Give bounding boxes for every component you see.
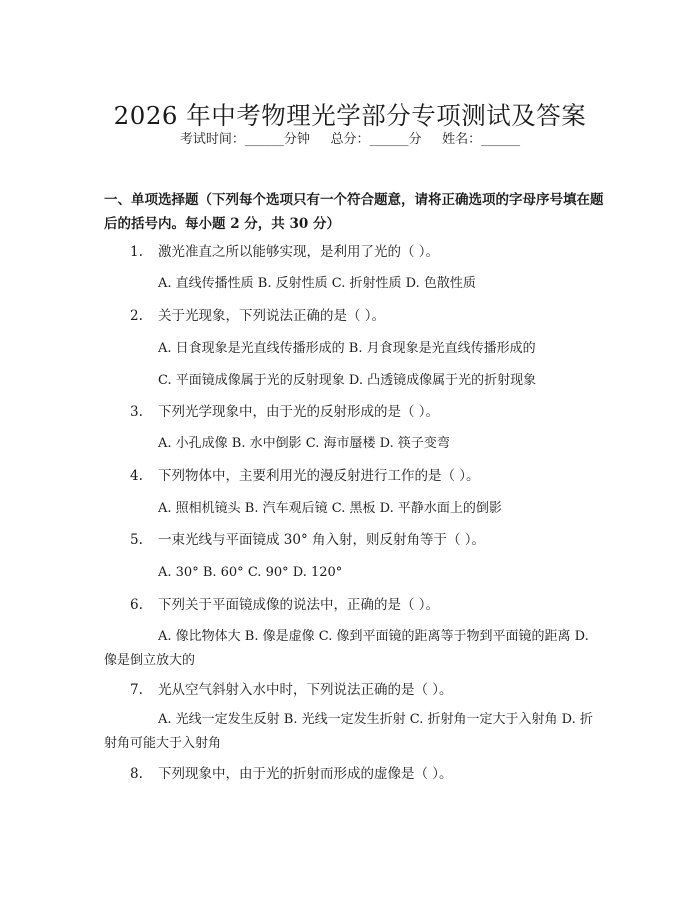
- question-7-options: A. 光线一定发生反射 B. 光线一定发生折射 C. 折射角一定大于入射角 D. 折射角可能大于入射角: [104, 712, 593, 751]
- question-stem: 关于光现象，下列说法正确的是（ ）。: [158, 308, 386, 324]
- question-stem: 光从空气斜射入水中时，下列说法正确的是（ ）。: [158, 682, 453, 698]
- question-6: [104, 593, 604, 617]
- question-stem: 下列现象中，由于光的折射而形成的虚像是（ ）。: [158, 766, 453, 782]
- question-stem: 下列关于平面镜成像的说法中，正确的是（ ）。: [158, 597, 440, 613]
- question-6-options: A. 像比物体大 B. 像是虚像 C. 像到平面镜的距离等于物到平面镜的距离 D. 像是倒立放大的: [104, 629, 589, 668]
- question-1-options: A. 直线传播性质 B. 反射性质 C. 折射性质 D. 色散性质: [158, 276, 476, 291]
- question-5-options: A. 30° B. 60° C. 90° D. 120°: [158, 565, 343, 580]
- question-2-options-line-2: C. 平面镜成像属于光的反射现象 D. 凸透镜成像属于光的折射现象: [158, 373, 537, 388]
- question-number: 5.: [130, 532, 143, 548]
- question-number: 8.: [130, 766, 143, 782]
- question-1: [104, 240, 604, 264]
- question-7: [104, 678, 604, 702]
- question-number: 2.: [130, 308, 143, 324]
- question-5: [104, 528, 604, 552]
- question-number: 7.: [130, 682, 143, 698]
- question-4-options: A. 照相机镜头 B. 汽车观后镜 C. 黑板 D. 平静水面上的倒影: [158, 501, 502, 516]
- document-title: 2026 年中考物理光学部分专项测试及答案: [113, 101, 587, 131]
- question-4: [104, 464, 604, 488]
- section-heading: 一、单项选择题（下列每个选项只有一个符合题意，请将正确选项的字母序号填在题后的括号内。每小题 2 分，共 30 分）: [104, 192, 604, 232]
- question-stem: 下列物体中，主要利用光的漫反射进行工作的是（ ）。: [158, 468, 480, 484]
- question-number: 4.: [130, 468, 143, 484]
- question-3: [104, 400, 604, 424]
- question-number: 6.: [130, 597, 143, 613]
- question-2-options-line-1: A. 日食现象是光直线传播形成的 B. 月食现象是光直线传播形成的: [158, 341, 536, 356]
- question-2: [104, 304, 604, 328]
- question-number: 1.: [130, 244, 143, 260]
- question-8: [104, 762, 604, 786]
- question-3-options: A. 小孔成像 B. 水中倒影 C. 海市蜃楼 D. 筷子变弯: [158, 436, 450, 451]
- question-stem: 一束光线与平面镜成 30° 角入射，则反射角等于（ ）。: [158, 532, 486, 548]
- question-stem: 下列光学现象中，由于光的反射形成的是（ ）。: [158, 404, 440, 420]
- exam-info-line: 考试时间：______分钟 总分：______分 姓名：______: [179, 132, 521, 147]
- question-number: 3.: [130, 404, 143, 420]
- question-stem: 激光准直之所以能够实现，是利用了光的（ ）。: [158, 244, 440, 260]
